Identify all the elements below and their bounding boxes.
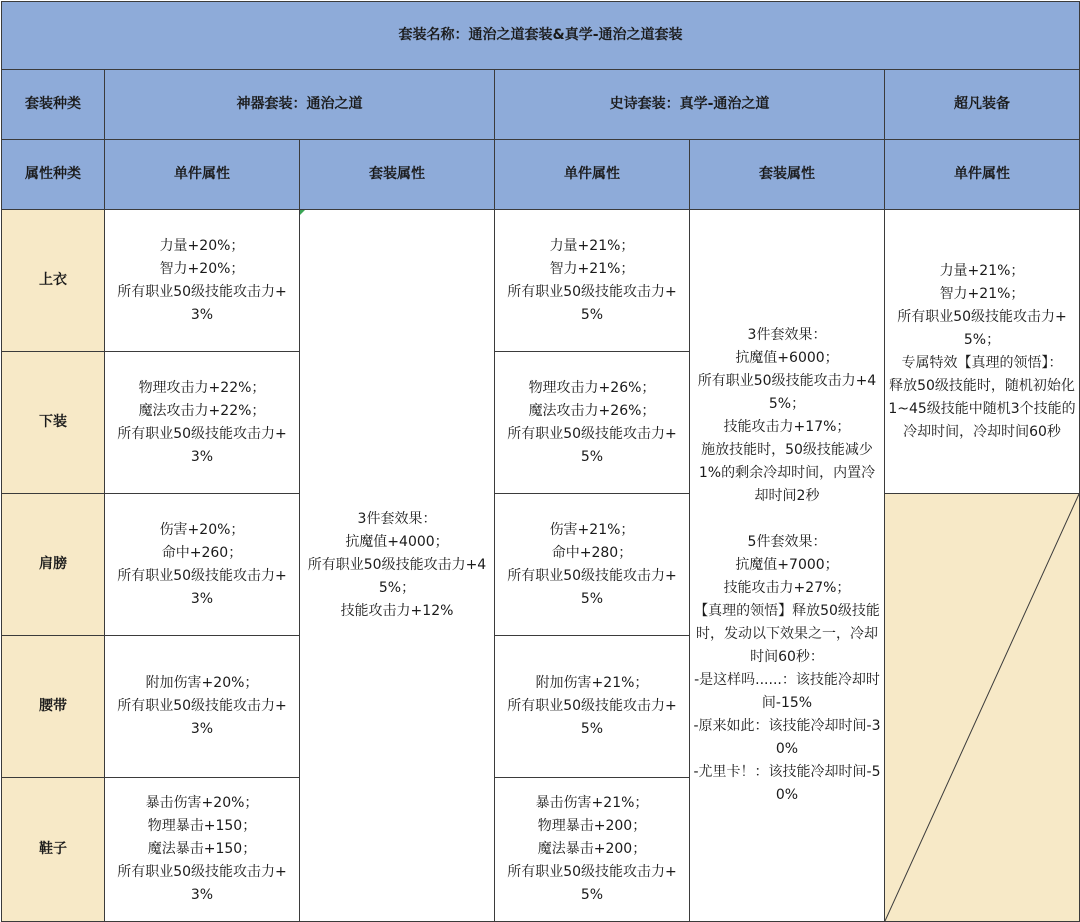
cell-comment-marker: [300, 210, 305, 215]
diagonal-line-icon: [885, 494, 1079, 921]
super-equip-header: 超凡装备: [885, 70, 1080, 140]
artifact-set-header: 套装属性: [300, 140, 495, 210]
slot-belt: 腰带: [2, 636, 105, 778]
table-row: [2, 494, 1080, 636]
slot-top: 上衣: [2, 210, 105, 352]
attr-type-label: 属性种类: [2, 140, 105, 210]
artifact-single-header: 单件属性: [105, 140, 300, 210]
empty-diagonal-cell: [885, 494, 1080, 922]
slot-shoulder: 肩膀: [2, 494, 105, 636]
artifact-set-effect: [300, 210, 495, 922]
set-attribute-table: [1, 1, 1080, 922]
artifact-shoulder-attr: 伤害+20%； 命中+260； 所有职业50级技能攻击力+3%: [105, 494, 300, 636]
epic-single-header: 单件属性: [495, 140, 690, 210]
artifact-belt-attr: 附加伤害+20%； 所有职业50级技能攻击力+3%: [105, 636, 300, 778]
super-single-attr: 力量+21%； 智力+21%； 所有职业50级技能攻击力+5%； 专属特效【真理的领悟】： 释放50级技能时，随机初始化1~45级技能中随机3个技能的冷却时间，冷却时间60秒: [885, 210, 1080, 494]
epic-belt-attr: 附加伤害+21%； 所有职业50级技能攻击力+5%: [495, 636, 690, 778]
artifact-shoes-attr: 暴击伤害+20%； 物理暴击+150； 魔法暴击+150； 所有职业50级技能攻击力+3%: [105, 778, 300, 922]
table-row: [2, 210, 1080, 352]
artifact-set-text: 3件套效果： 抗魔值+4000； 所有职业50级技能攻击力+45%； 技能攻击力+12%: [307, 511, 487, 619]
suit-type-label: 套装种类: [2, 70, 105, 140]
epic-shoes-attr: 暴击伤害+21%； 物理暴击+200； 魔法暴击+200； 所有职业50级技能攻击力+5%: [495, 778, 690, 922]
table-title: 套装名称：通治之道套装&真学-通治之道套装: [2, 2, 1080, 70]
slot-bottom: 下装: [2, 352, 105, 494]
artifact-suit-header: 神器套装：通治之道: [105, 70, 495, 140]
slot-shoes: 鞋子: [2, 778, 105, 922]
epic-suit-header: 史诗套装：真学-通治之道: [495, 70, 885, 140]
epic-set-header: 套装属性: [690, 140, 885, 210]
epic-bottom-attr: 物理攻击力+26%； 魔法攻击力+26%； 所有职业50级技能攻击力+5%: [495, 352, 690, 494]
super-single-header: 单件属性: [885, 140, 1080, 210]
epic-shoulder-attr: 伤害+21%； 命中+280； 所有职业50级技能攻击力+5%: [495, 494, 690, 636]
epic-top-attr: 力量+21%； 智力+21%； 所有职业50级技能攻击力+5%: [495, 210, 690, 352]
artifact-top-attr: 力量+20%； 智力+20%； 所有职业50级技能攻击力+3%: [105, 210, 300, 352]
epic-set-effect: 3件套效果： 抗魔值+6000； 所有职业50级技能攻击力+45%； 技能攻击力+17%； 施放技能时，50级技能减少1%的剩余冷却时间，内置冷却时间2秒 5件套效果： 抗魔值+7000； 技能攻击力+27%； 【真理的领悟】释放50级技能时，发动以下效果之一，冷却时间60秒： -是这样吗......：该技能冷却时间-15% -原来如此：该技能冷却时间-30% -尤里卡！：该技能冷却时间-50%: [690, 210, 885, 922]
artifact-bottom-attr: 物理攻击力+22%； 魔法攻击力+22%； 所有职业50级技能攻击力+3%: [105, 352, 300, 494]
